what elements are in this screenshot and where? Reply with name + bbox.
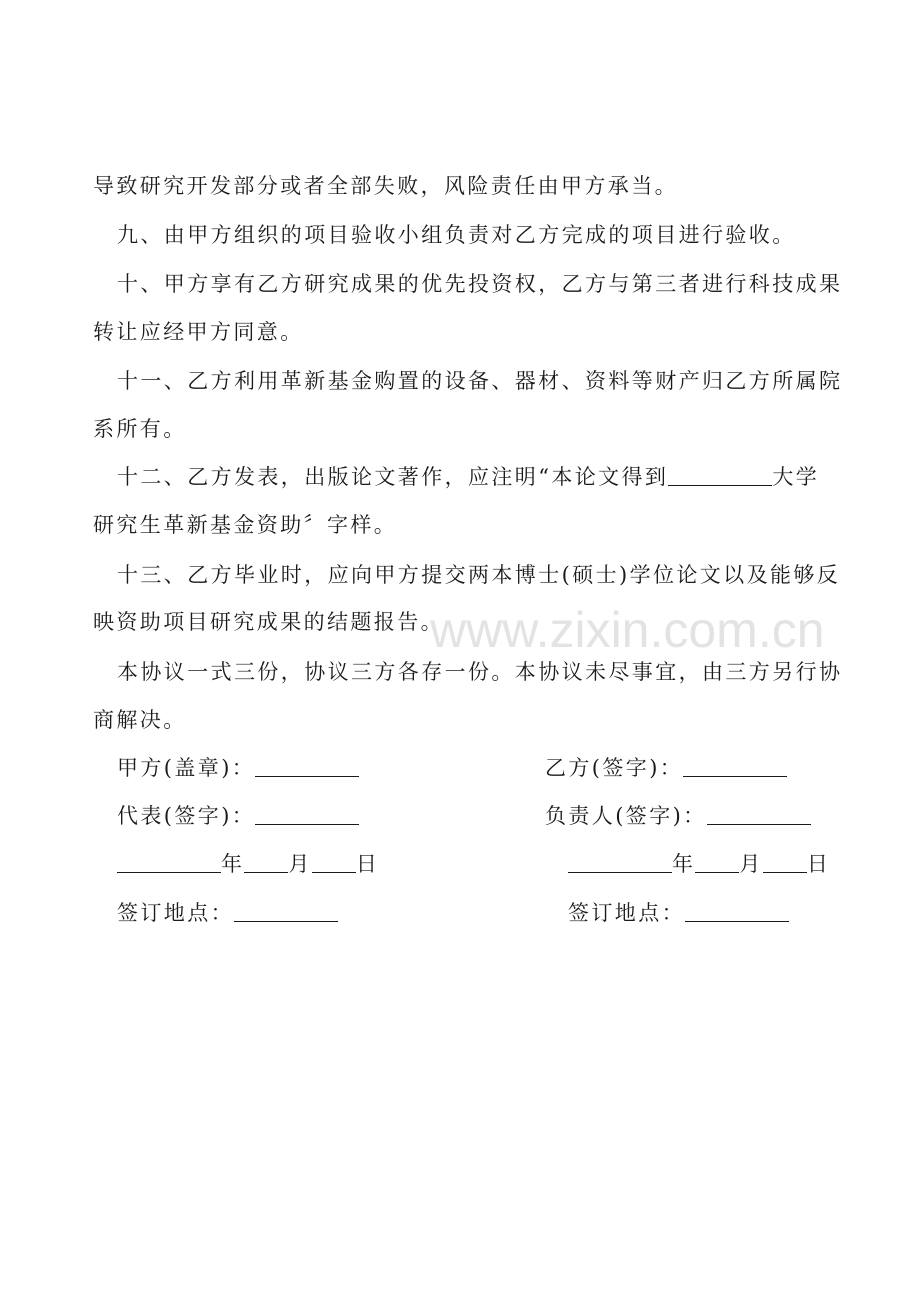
date-left xyxy=(117,850,379,878)
place-label: 签订地点： xyxy=(568,901,685,925)
day-label: 日 xyxy=(355,852,380,876)
leader-blank xyxy=(707,804,811,825)
place-right xyxy=(568,899,789,927)
place-label: 签订地点： xyxy=(117,901,234,925)
year-label: 年 xyxy=(672,852,696,876)
clause-9: 九、由甲方组织的项目验收小组负责对乙方完成的项目进行验收。 xyxy=(117,223,796,247)
day-label: 日 xyxy=(806,852,831,876)
party-a-label: 甲方(盖章)： xyxy=(117,756,256,780)
party-b-blank xyxy=(683,756,787,777)
clause-12-text: 十二、乙方发表，出版论文著作，应注明“本论文得到 xyxy=(117,465,669,489)
clause-10-line-2: 转让应经甲方同意。 xyxy=(93,320,304,344)
university-name-blank xyxy=(668,465,772,486)
month-blank xyxy=(244,852,288,873)
agreement-line-1: 本协议一式三份，协议三方各存一份。本协议未尽事宜，由三方另行协 xyxy=(117,660,843,684)
month-label: 月 xyxy=(739,852,763,876)
rep-blank xyxy=(255,804,359,825)
representative-signature xyxy=(117,802,359,830)
party-a-blank xyxy=(255,756,359,777)
leader-label: 负责人(签字)： xyxy=(545,804,707,828)
party-b-signature xyxy=(545,754,787,782)
clause-11-line-1: 十一、乙方利用革新基金购置的设备、器材、资料等财产归乙方所属院 xyxy=(117,369,843,393)
clause-12-line-1 xyxy=(117,463,819,491)
year-label: 年 xyxy=(221,852,245,876)
watermark: www.zixin.com.cn xyxy=(430,602,825,658)
month-label: 月 xyxy=(288,852,312,876)
leader-signature xyxy=(545,802,811,830)
clause-11-line-2: 系所有。 xyxy=(93,417,187,441)
party-b-label: 乙方(签字)： xyxy=(545,756,684,780)
rep-label: 代表(签字)： xyxy=(117,804,256,828)
day-blank xyxy=(763,852,807,873)
paragraph-line: 导致研究开发部分或者全部失败，风险责任由甲方承当。 xyxy=(93,174,678,198)
date-right xyxy=(568,850,830,878)
place-blank xyxy=(234,901,338,922)
month-blank xyxy=(695,852,739,873)
place-left xyxy=(117,899,338,927)
clause-12-line-2: 研究生革新基金资助〞字样。 xyxy=(93,513,398,537)
clause-13-line-1: 十三、乙方毕业时，应向甲方提交两本博士(硕士)学位论文以及能够反 xyxy=(117,563,841,587)
clause-13-line-2: 映资助项目研究成果的结题报告。 xyxy=(93,610,444,634)
year-blank xyxy=(568,852,672,873)
day-blank xyxy=(312,852,356,873)
party-a-signature xyxy=(117,754,359,782)
clause-10-line-1: 十、甲方享有乙方研究成果的优先投资权，乙方与第三者进行科技成果 xyxy=(117,272,843,296)
place-blank xyxy=(685,901,789,922)
clause-12-suffix: 大学 xyxy=(772,465,820,489)
agreement-line-2: 商解决。 xyxy=(93,708,187,732)
year-blank xyxy=(117,852,221,873)
